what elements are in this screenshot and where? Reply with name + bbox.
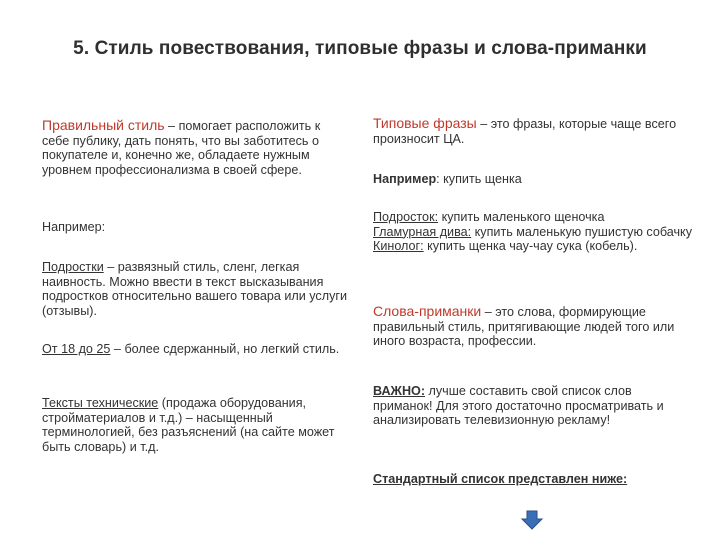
- phrases-term: Типовые фразы: [373, 115, 477, 131]
- page-title: 5. Стиль повествования, типовые фразы и слова-приманки: [73, 38, 647, 59]
- age-text: – более сдержанный, но легкий стиль.: [110, 342, 340, 356]
- example-line: [373, 172, 693, 187]
- age-paragraph: [42, 342, 347, 357]
- age-term: От 18 до 25: [42, 342, 111, 356]
- list-item-text: купить маленького щеночка: [438, 210, 605, 224]
- standard-list-text: Стандартный список представлен ниже:: [373, 472, 628, 486]
- tech-term: Тексты технические: [42, 396, 159, 410]
- list-item-text: купить маленькую пушистую собачку: [471, 224, 692, 239]
- teens-term: Подростки: [42, 260, 104, 274]
- list-item-text: купить щенка чау-чау сука (кобель).: [423, 239, 638, 253]
- standard-list-note: [373, 472, 693, 487]
- style-text: – помогает расположить к себе публику, дать понять, что вы заботитесь о покупателе и, конечно же, обладаете нужным уровнем профессионализма в своей сфере.: [42, 119, 321, 177]
- tech-paragraph: [42, 396, 347, 454]
- arrow-down-icon[interactable]: [520, 510, 544, 530]
- list-item: [373, 210, 693, 225]
- example-list: [373, 210, 693, 254]
- bait-text: – это слова, формирующие правильный стиль, притягивающие людей того или иного возраста, профессии.: [373, 305, 675, 348]
- list-item-term: Подросток:: [373, 210, 439, 224]
- example-label: Например:: [42, 220, 106, 234]
- tech-text: (продажа оборудования, стройматериалов и т.д.) – насыщенный терминологией, без разъяснений (на сайте может быть словарь) и т.д.: [42, 396, 335, 454]
- list-item: [373, 239, 693, 254]
- important-paragraph: [373, 384, 693, 428]
- example-text: : купить щенка: [436, 172, 522, 186]
- bait-term: Слова-приманки: [373, 303, 482, 319]
- important-text: лучше составить свой список слов приманок! Для этого достаточно просматривать и анализировать телевизионную рекламу!: [373, 384, 664, 427]
- important-term: ВАЖНО:: [373, 384, 426, 398]
- example-bold: Например: [373, 172, 437, 186]
- teens-paragraph: [42, 260, 347, 318]
- style-paragraph: [42, 118, 347, 177]
- list-item-term: Гламурная дива:: [373, 224, 472, 239]
- style-term: Правильный стиль: [42, 117, 165, 133]
- phrases-paragraph: [373, 116, 693, 146]
- bait-paragraph: [373, 304, 693, 349]
- list-item: [373, 225, 693, 240]
- phrases-text: – это фразы, которые чаще всего произносит ЦА.: [373, 117, 677, 146]
- list-item-term: Кинолог:: [373, 239, 424, 253]
- teens-text: – развязный стиль, сленг, легкая наивность. Можно ввести в текст высказывания подростков относительно вашего товара или услуги (отзывы).: [42, 260, 347, 318]
